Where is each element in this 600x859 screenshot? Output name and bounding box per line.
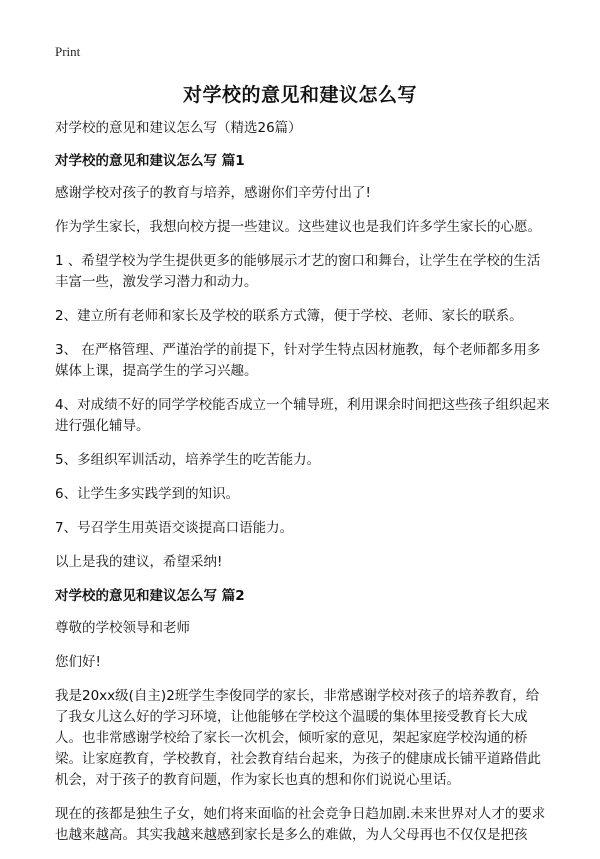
paragraph: 我是20xx级(自主)2班学生李俊同学的家长，非常感谢学校对孩子的培养教育，给了我女儿这么好的学习环境，让他能够在学校这个温暖的集体里接受教育长大成人。也非常感谢学校给了家长一次机会，倾听家的意见，架起家庭学校沟通的桥梁。让家庭教育，学校教育，社会教育结台起来，为孩子的健康成长铺平道路借此机会，对于孩子的教育问题，作为家长也真的想和你们说说心里话。	[55, 688, 541, 788]
paragraph: 作为学生家长，我想向校方提一些建议。这些建议也是我们许多学生家长的心愿。	[55, 219, 541, 235]
section-heading-2: 对学校的意见和建议怎么写 篇2	[55, 588, 245, 604]
section-heading-1: 对学校的意见和建议怎么写 篇1	[55, 153, 245, 169]
paragraph: 2、建立所有老师和家长及学校的联系方式簿，便于学校、老师、家长的联系。	[55, 308, 523, 324]
paragraph: 您们好!	[55, 654, 101, 670]
paragraph: 5、多组织军训活动，培养学生的吃苦能力。	[55, 452, 321, 468]
paragraph: 现在的孩都是独生子女，她们将来面临的社会竞争日趋加剧.未来世界对人才的要求也越来越高。其实我越来越感到家长是多么的难做，为人父母再也不仅仅是把孩	[55, 806, 546, 843]
paragraph: 7、号召学生用英语交谈提高口语能力。	[55, 520, 294, 536]
paragraph: 3、 在严格管理、严谨治学的前提下，针对学生特点因材施教，每个老师都多用多媒体上课，提高学生的学习兴趣。	[55, 342, 541, 379]
paragraph: 感谢学校对孩子的教育与培养，感谢你们辛劳付出了!	[55, 185, 371, 201]
paragraph: 以上是我的建议，希望采纳!	[55, 554, 223, 570]
paragraph: 1 、希望学校为学生提供更多的能够展示才艺的窗口和舞台，让学生在学校的生活丰富一些，激发学习潜力和动力。	[55, 253, 541, 290]
document-title: 对学校的意见和建议怎么写	[182, 84, 417, 106]
paragraph: 尊敬的学校领导和老师	[55, 620, 190, 636]
paragraph: 4、对成绩不好的同学学校能否成立一个辅导班，利用课余时间把这些孩子组织起来进行强化辅导。	[55, 397, 550, 434]
document-body	[55, 118, 550, 859]
document-subtitle: 对学校的意见和建议怎么写（精选26篇）	[55, 120, 302, 136]
paragraph: 6、让学生多实践学到的知识。	[55, 486, 240, 502]
print-label: Print	[55, 44, 81, 59]
